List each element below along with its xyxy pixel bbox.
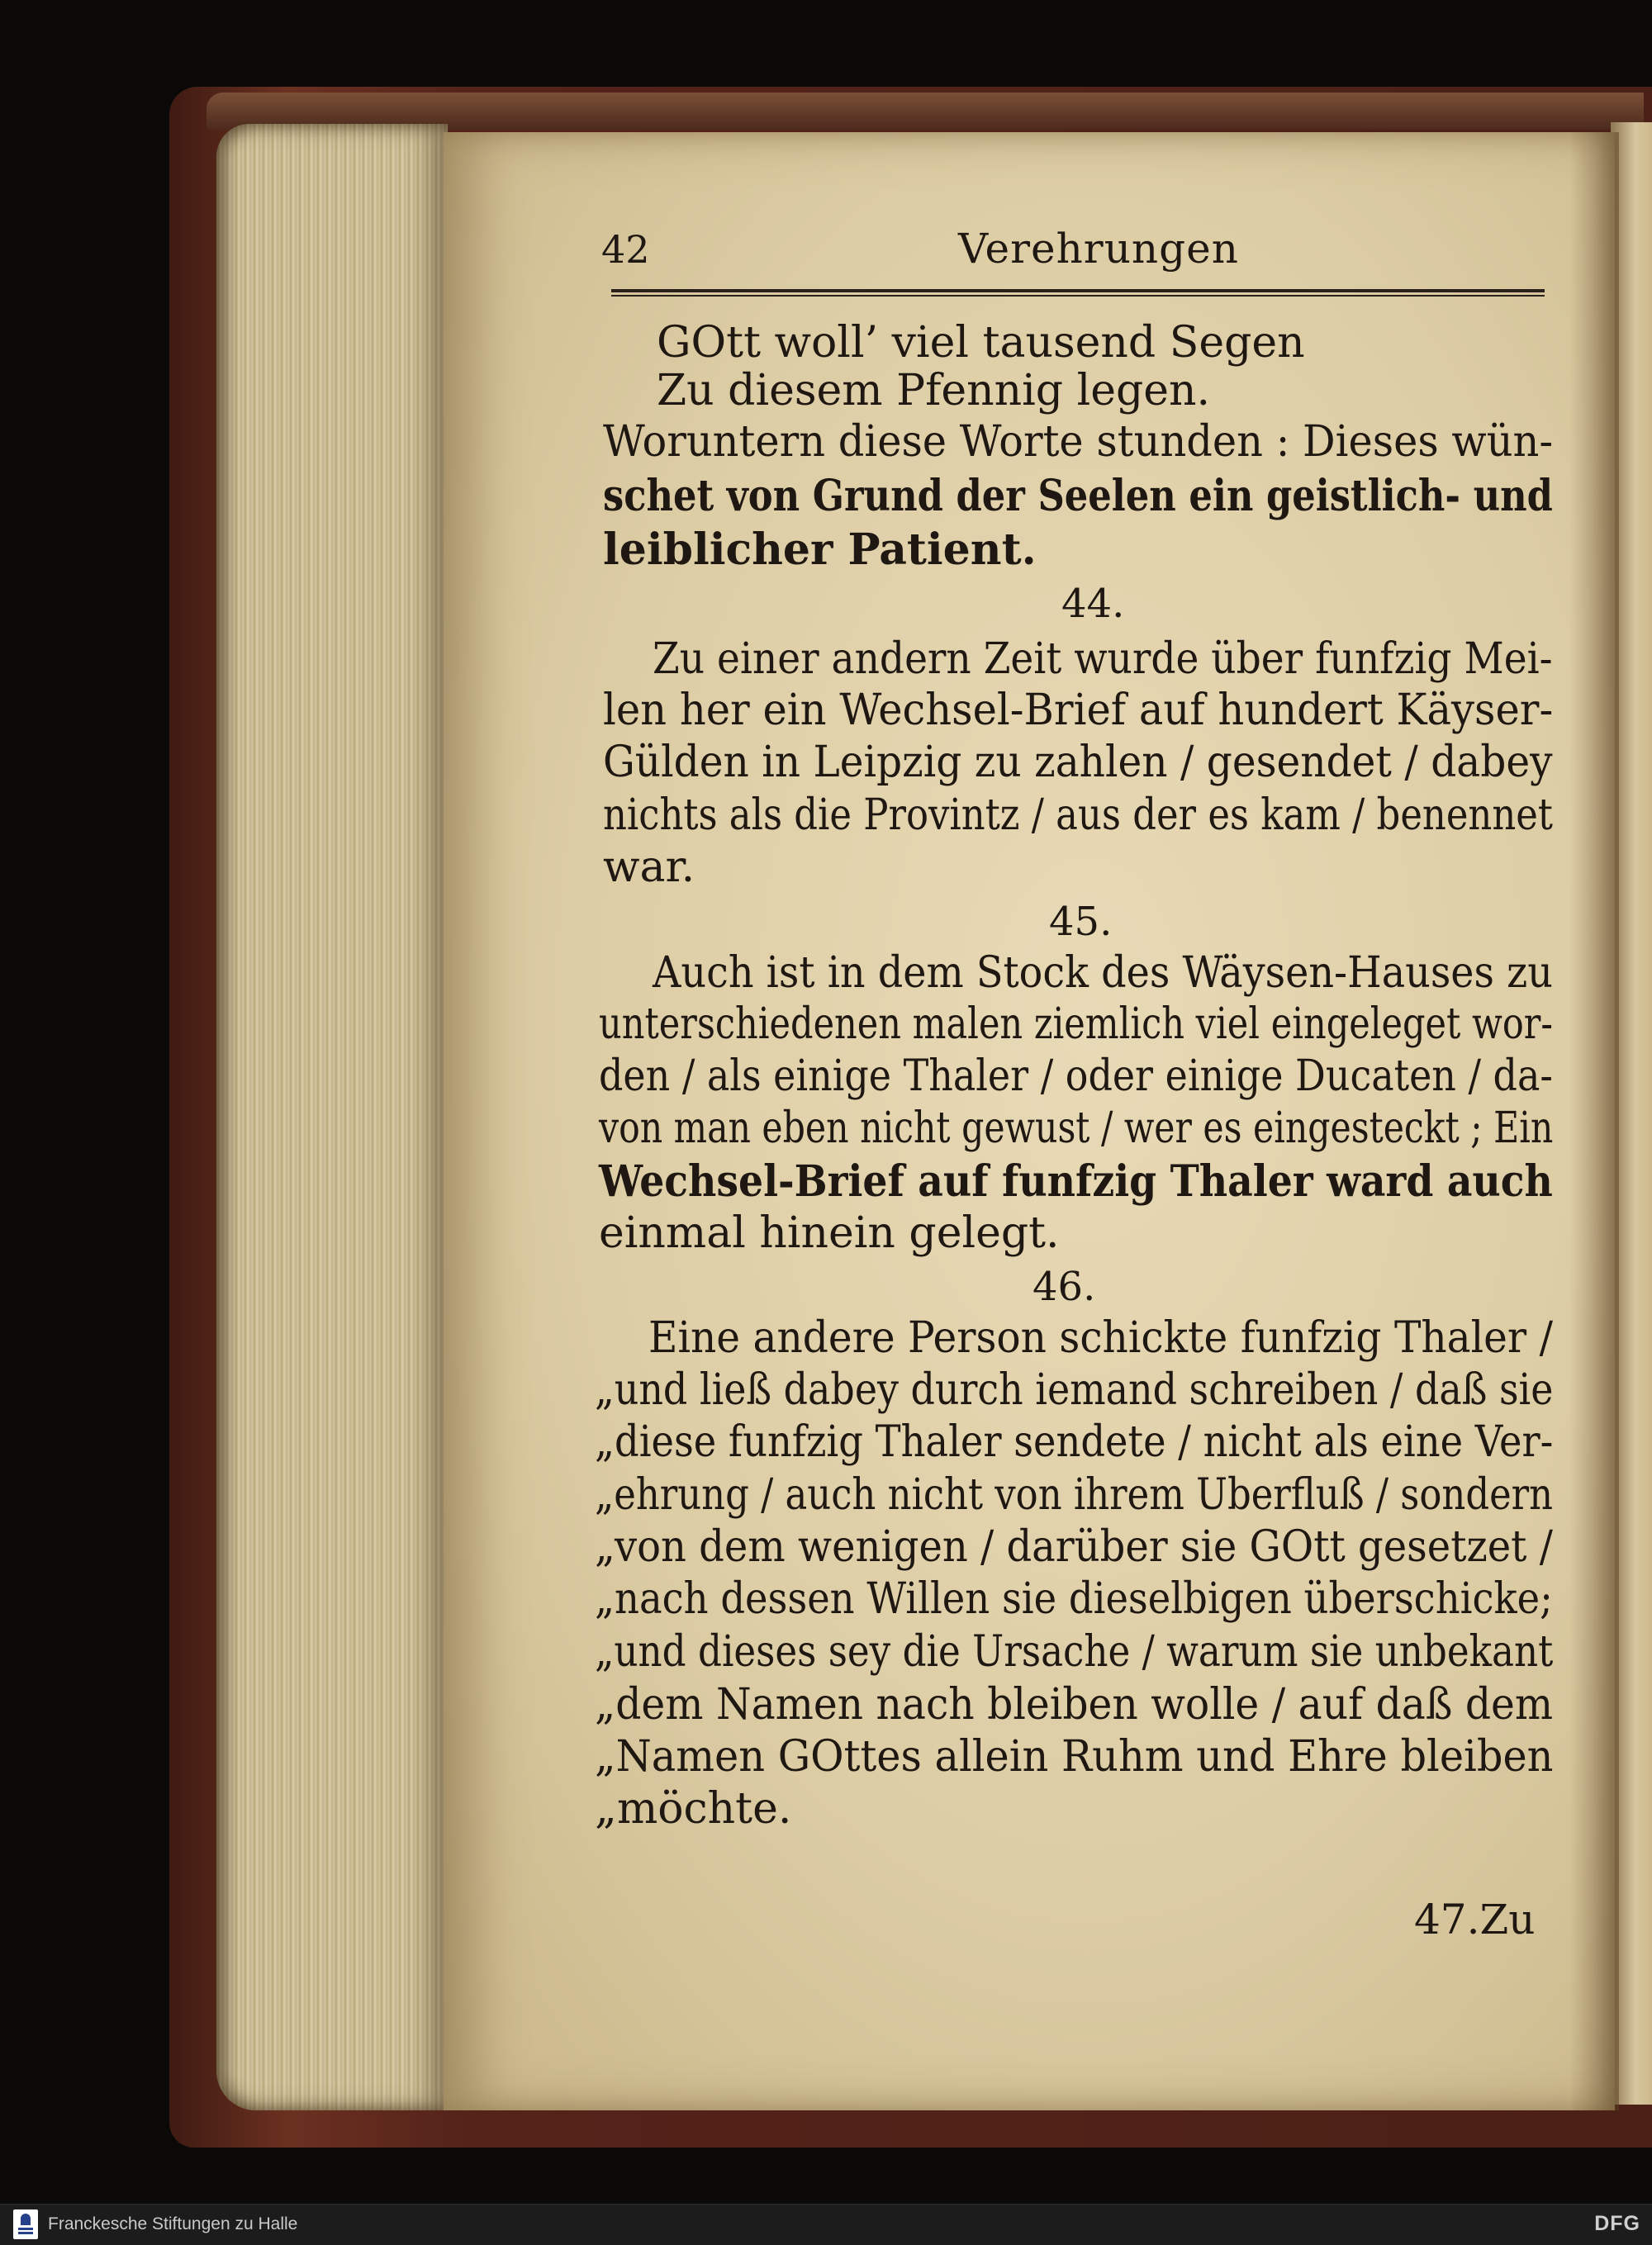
text-line: „und ließ dabey durch iemand schreiben / daß sie (595, 1365, 1554, 1415)
text-line: „nach dessen Willen sie dieselbigen überschicke; (595, 1574, 1553, 1624)
page-number: 42 (601, 227, 650, 272)
text-line: len her ein Wechsel-Brief auf hundert Käyser- (603, 686, 1554, 735)
text-line: Zu diesem Pfennig legen. (657, 366, 1211, 415)
text-line: nichts als die Provintz / aus der es kam / benennet (603, 790, 1553, 840)
text-line: Eine andere Person schickte funfzig Thaler / (648, 1313, 1553, 1363)
section-number: 46. (1032, 1264, 1096, 1310)
text-line: „und dieses sey die Ursache / warum sie unbekant (595, 1627, 1554, 1677)
running-header: Verehrungen (958, 225, 1239, 273)
catchword: 47.Zu (1414, 1896, 1536, 1944)
text-line: Zu einer andern Zeit wurde über funfzig Mei- (653, 634, 1553, 684)
section-number: 45. (1049, 899, 1113, 945)
text-line: Wechsel-Brief auf funfzig Thaler ward auch (599, 1156, 1553, 1207)
text-line: schet von Grund der Seelen ein geistlich- und (603, 471, 1553, 521)
text-line: Woruntern diese Worte stunden : Dieses wün- (603, 417, 1554, 467)
text-line: war. (603, 842, 695, 892)
text-line: Gülden in Leipzig zu zahlen / gesendet / dabey (603, 738, 1553, 787)
footer-bar (0, 2204, 1652, 2245)
text-line: einmal hinein gelegt. (599, 1208, 1060, 1258)
text-line: „von dem wenigen / darüber sie GOtt gesetzet / (595, 1522, 1553, 1572)
text-line: „dem Namen nach bleiben wolle / auf daß dem (595, 1680, 1554, 1730)
text-line: leiblicher Patient. (603, 524, 1037, 575)
spine-shadow (1569, 132, 1619, 2110)
dfg-logo: DFG (1594, 2212, 1640, 2235)
text-line: den / als einige Thaler / oder einige Ducaten / da- (599, 1051, 1553, 1101)
institution-logo-icon (13, 2209, 38, 2239)
text-line: von man eben nicht gewust / wer es eingesteckt ; Ein (599, 1104, 1554, 1153)
page-edges (216, 124, 448, 2110)
header-rule (611, 289, 1545, 297)
text-line: unterschiedenen malen ziemlich viel eingeleget wor- (599, 999, 1553, 1049)
text-line: Auch ist in dem Stock des Wäysen-Hauses zu (653, 948, 1553, 998)
text-line: „ehrung / auch nicht von ihrem Uberfluß / sondern (595, 1470, 1554, 1520)
text-line: GOtt woll’ viel tausend Segen (657, 318, 1305, 368)
institution-name: Franckesche Stiftungen zu Halle (48, 2214, 298, 2233)
text-line: „möchte. (595, 1784, 792, 1834)
section-number: 44. (1061, 581, 1125, 627)
text-line: „Namen GOttes allein Ruhm und Ehre bleiben (595, 1732, 1554, 1782)
text-line: „diese funfzig Thaler sendete / nicht als eine Ver- (595, 1417, 1554, 1467)
